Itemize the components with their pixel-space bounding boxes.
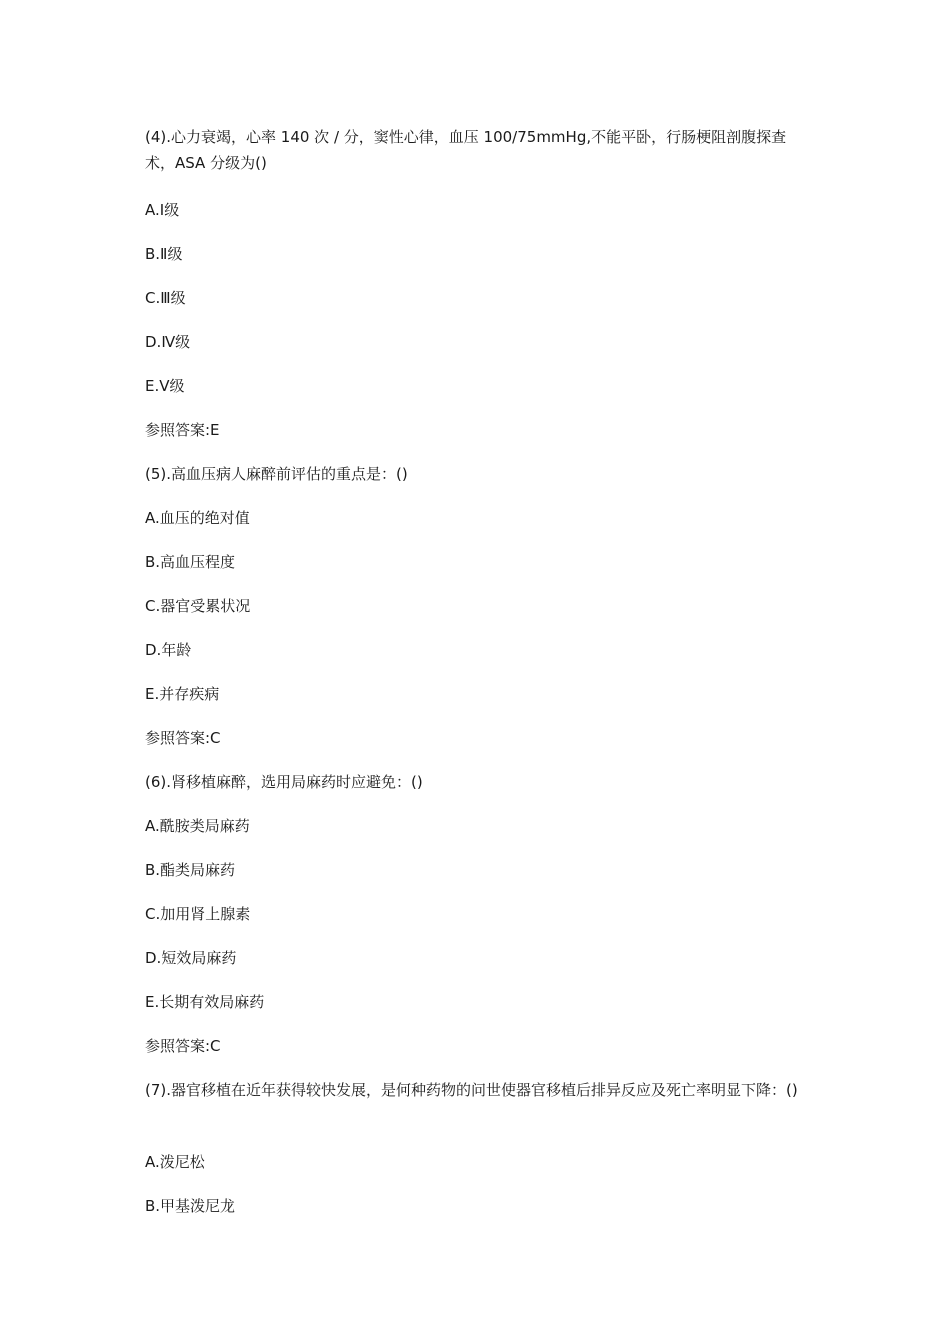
question-5-option-b: B.高血压程度 bbox=[145, 553, 236, 571]
question-5-answer: 参照答案:C bbox=[145, 729, 221, 747]
question-6-option-b: B.酯类局麻药 bbox=[145, 861, 236, 879]
question-5-option-d: D.年龄 bbox=[145, 641, 192, 659]
question-5-stem: (5).高血压病人麻醉前评估的重点是：() bbox=[145, 465, 408, 483]
question-6-answer: 参照答案:C bbox=[145, 1037, 221, 1055]
question-5-option-a: A.血压的绝对值 bbox=[145, 509, 250, 527]
question-6-option-e: E.长期有效局麻药 bbox=[145, 993, 265, 1011]
question-5-option-c: C.器官受累状况 bbox=[145, 597, 251, 615]
question-6-stem: (6).肾移植麻醉，选用局麻药时应避免：() bbox=[145, 773, 423, 791]
question-4-option-a: A.Ⅰ级 bbox=[145, 201, 180, 219]
question-4-option-c: C.Ⅲ级 bbox=[145, 289, 186, 307]
question-4-option-e: E.Ⅴ级 bbox=[145, 377, 185, 395]
question-4-option-b: B.Ⅱ级 bbox=[145, 245, 183, 263]
question-7-option-b: B.甲基泼尼龙 bbox=[145, 1197, 236, 1215]
question-6-option-a: A.酰胺类局麻药 bbox=[145, 817, 250, 835]
question-7-option-a: A.泼尼松 bbox=[145, 1153, 205, 1171]
question-5-option-e: E.并存疾病 bbox=[145, 685, 220, 703]
question-4-option-d: D.Ⅳ级 bbox=[145, 333, 191, 351]
question-7-stem: (7).器官移植在近年获得较快发展，是何种药物的问世使器官移植后排异反应及死亡率明显下降：() bbox=[145, 1081, 798, 1099]
question-4-answer: 参照答案:E bbox=[145, 421, 220, 439]
question-6-option-c: C.加用肾上腺素 bbox=[145, 905, 251, 923]
question-4-stem: (4).心力衰竭，心率 140 次 / 分，窦性心律，血压 100/75mmHg,不能平卧，行肠梗阻剖腹探查术，ASA 分级为() bbox=[145, 128, 787, 172]
question-6-option-d: D.短效局麻药 bbox=[145, 949, 237, 967]
